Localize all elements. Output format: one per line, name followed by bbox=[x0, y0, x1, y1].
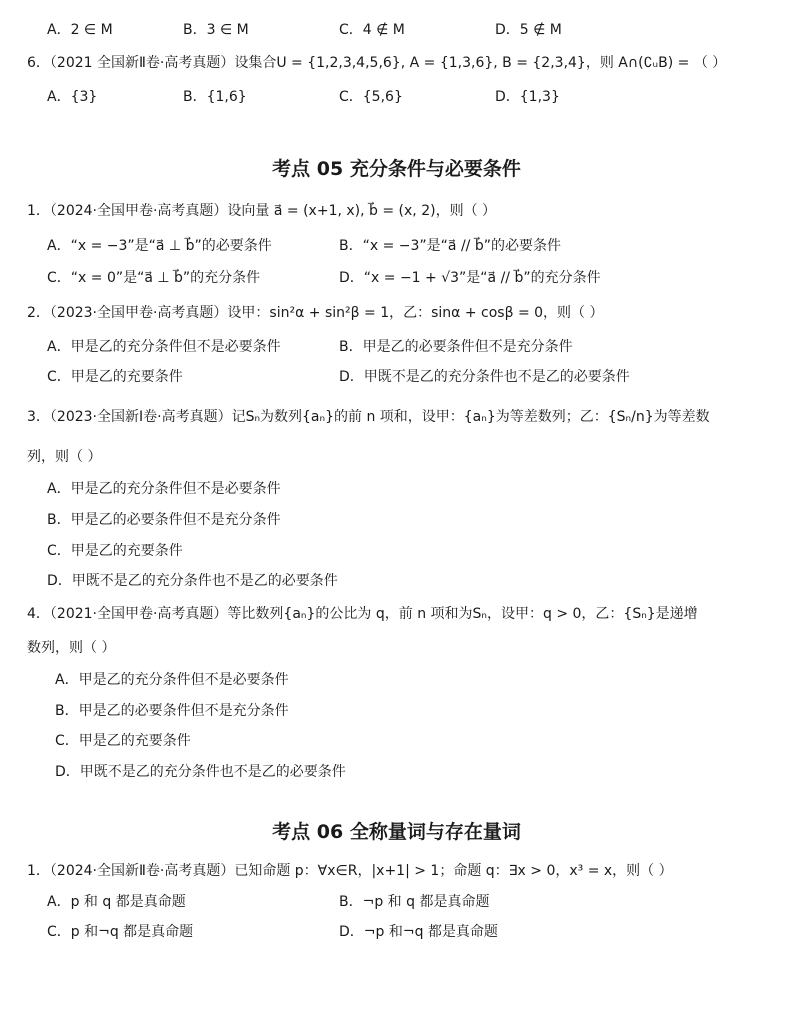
s05-q3-option-a: A．甲是乙的充分条件但不是必要条件 bbox=[47, 481, 281, 497]
s05-q4-option-d: D．甲既不是乙的充分条件也不是乙的必要条件 bbox=[55, 764, 346, 780]
s05-q3-option-b: B．甲是乙的必要条件但不是充分条件 bbox=[47, 512, 281, 528]
option-c: C．4 ∉ M bbox=[339, 22, 405, 38]
section-06-heading: 考点 06 全称量词与存在量词 bbox=[272, 821, 521, 843]
s05-q4-stem-line1: 4．（2021·全国甲卷·高考真题）等比数列{aₙ}的公比为 q，前 n 项和为Sₙ，设甲：q > 0，乙：{Sₙ}是递增 bbox=[27, 606, 698, 622]
s05-q2-option-b: B．甲是乙的必要条件但不是充分条件 bbox=[339, 339, 573, 355]
s05-q4-stem-line2: 数列，则（ ） bbox=[27, 640, 116, 656]
s06-q1-option-c: C．p 和¬q 都是真命题 bbox=[47, 924, 194, 940]
s06-q1-stem: 1．（2024·全国新Ⅱ卷·高考真题）已知命题 p：∀x∈R，|x+1| > 1；命题 q：∃x > 0，x³ = x，则（ ） bbox=[27, 863, 673, 879]
question-6-stem: 6．（2021 全国新Ⅱ卷·高考真题）设集合U = {1,2,3,4,5,6}, A = {1,3,6}, B = {2,3,4}，则 A∩(∁ᵤB) = （ ） bbox=[27, 55, 727, 71]
s05-q3-option-d: D．甲既不是乙的充分条件也不是乙的必要条件 bbox=[47, 573, 338, 589]
s06-q1-option-d: D．¬p 和¬q 都是真命题 bbox=[339, 924, 498, 940]
s06-q1-option-a: A．p 和 q 都是真命题 bbox=[47, 894, 186, 910]
option-d: D．{1,3} bbox=[495, 89, 560, 105]
option-b: B．3 ∈ M bbox=[183, 22, 249, 38]
s05-q1-option-b: B．“x = −3”是“a⃗ // b⃗”的必要条件 bbox=[339, 238, 561, 254]
s05-q1-option-d: D．“x = −1 + √3”是“a⃗ // b⃗”的充分条件 bbox=[339, 270, 601, 286]
option-d: D．5 ∉ M bbox=[495, 22, 562, 38]
s05-q1-option-a: A．“x = −3”是“a⃗ ⊥ b⃗”的必要条件 bbox=[47, 238, 272, 254]
s05-q1-option-c: C．“x = 0”是“a⃗ ⊥ b⃗”的充分条件 bbox=[47, 270, 261, 286]
s05-q3-option-c: C．甲是乙的充要条件 bbox=[47, 543, 183, 559]
s05-q3-stem-line1: 3．（2023·全国新Ⅰ卷·高考真题）记Sₙ为数列{aₙ}的前 n 项和，设甲：{aₙ}为等差数列；乙：{Sₙ/n}为等差数 bbox=[27, 409, 710, 425]
option-b: B．{1,6} bbox=[183, 89, 247, 105]
s05-q1-stem: 1．（2024·全国甲卷·高考真题）设向量 a⃗ = (x+1, x), b⃗ = (x, 2)，则（ ） bbox=[27, 203, 497, 219]
s05-q3-stem-line2: 列，则（ ） bbox=[27, 449, 102, 465]
section-05-heading: 考点 05 充分条件与必要条件 bbox=[272, 158, 521, 180]
s05-q4-option-b: B．甲是乙的必要条件但不是充分条件 bbox=[55, 703, 289, 719]
s05-q2-option-c: C．甲是乙的充要条件 bbox=[47, 369, 183, 385]
option-c: C．{5,6} bbox=[339, 89, 403, 105]
s05-q4-option-c: C．甲是乙的充要条件 bbox=[55, 733, 191, 749]
s05-q4-option-a: A．甲是乙的充分条件但不是必要条件 bbox=[55, 672, 289, 688]
s06-q1-option-b: B．¬p 和 q 都是真命题 bbox=[339, 894, 490, 910]
s05-q2-option-d: D．甲既不是乙的充分条件也不是乙的必要条件 bbox=[339, 369, 630, 385]
option-a: A．{3} bbox=[47, 89, 98, 105]
s05-q2-option-a: A．甲是乙的充分条件但不是必要条件 bbox=[47, 339, 281, 355]
s05-q2-stem: 2．（2023·全国甲卷·高考真题）设甲：sin²α + sin²β = 1，乙：sinα + cosβ = 0，则（ ） bbox=[27, 305, 604, 321]
option-a: A．2 ∈ M bbox=[47, 22, 113, 38]
